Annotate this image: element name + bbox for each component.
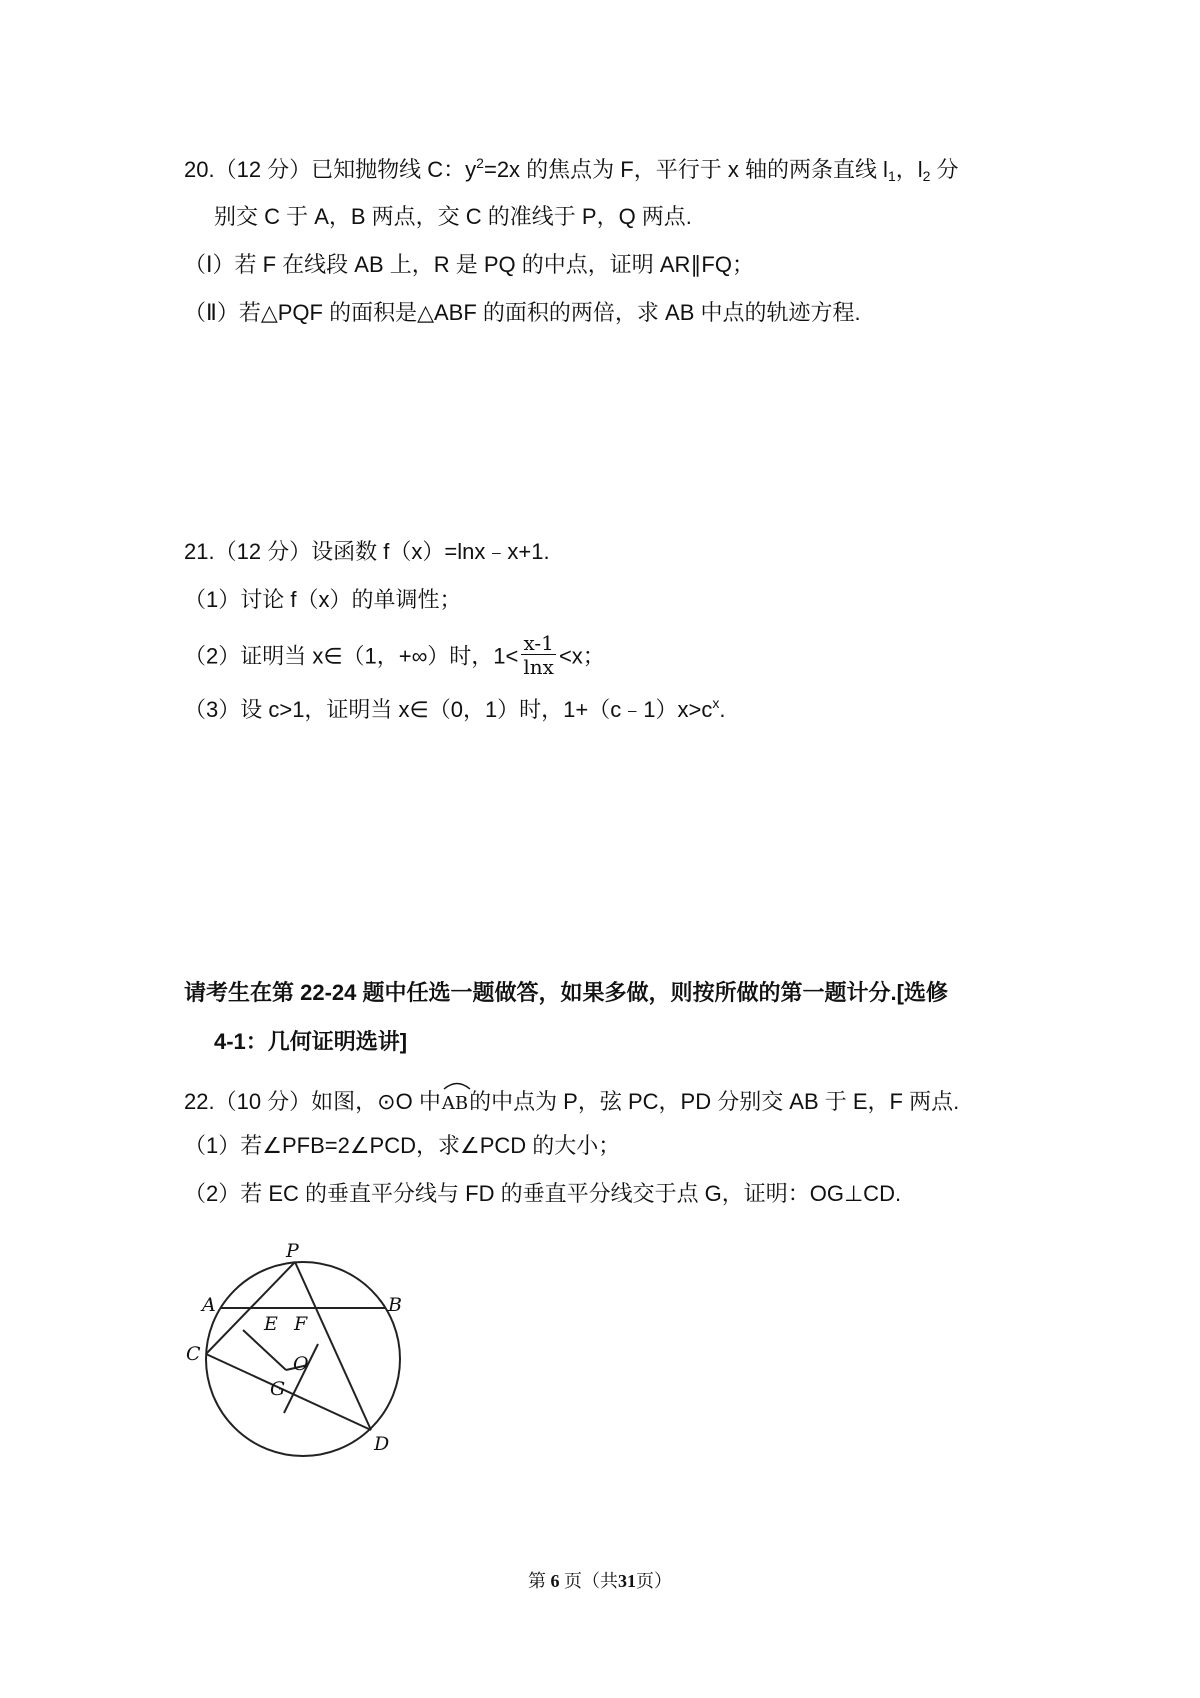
q20-part2: （Ⅱ）若△PQF 的面积是△ABF 的面积的两倍，求 AB 中点的轨迹方程.: [184, 300, 861, 325]
q20-part1: （Ⅰ）若 F 在线段 AB 上，R 是 PQ 的中点，证明 AR∥FQ；: [184, 252, 754, 277]
elective-header-line2: 4-1：几何证明选讲]: [214, 1029, 408, 1054]
geometry-figure: [188, 1240, 418, 1460]
fraction-denominator: lnx: [523, 655, 554, 679]
label-a: A: [202, 1294, 216, 1316]
q21-part3: （3）设 c>1，证明当 x∈（0，1）时，$1+(c﹣1)x>c^x$.: [184, 695, 726, 722]
label-b: B: [388, 1294, 402, 1316]
arc-ab: AB: [442, 1082, 468, 1120]
fraction-numerator: x-1: [521, 632, 556, 655]
label-g: G: [270, 1378, 286, 1400]
q22-part2: （2）若 EC 的垂直平分线与 FD 的垂直平分线交于点 G，证明：OG⊥CD.: [184, 1181, 902, 1206]
q21-part2: （2）证明当 x∈（1，+∞）时，1< $\frac{x-1}{\ln x}$ <x；: [184, 631, 605, 679]
page-footer: 第 6 页（共31页）: [528, 1571, 672, 1591]
q22-part1: （1）若∠PFB=2∠PCD，求∠PCD 的大小；: [184, 1133, 621, 1158]
q20-line1: 20.（12 分）已知抛物线 C：$y^2=2x$ 的焦点为 F，平行于 x 轴的两条直线 $l_1$，$l_2$ 分: [184, 155, 959, 184]
q21-line1: 21.（12 分）设函数 f（x）=lnx﹣x+1.: [184, 539, 550, 564]
page-total: 31: [618, 1571, 636, 1591]
arc-icon: [442, 1080, 472, 1090]
label-d: D: [374, 1433, 390, 1455]
page-number: 6: [550, 1571, 560, 1591]
segment-cd: [206, 1354, 371, 1430]
elective-header-line1: 请考生在第 22-24 题中任选一题做答，如果多做，则按所做的第一题计分.[选修: [184, 980, 948, 1005]
label-c: C: [186, 1343, 201, 1365]
label-e: E: [264, 1313, 278, 1335]
label-p: P: [286, 1240, 299, 1262]
q22-line1: 22.（10 分）如图，⊙O 中 AB的中点为 P，弦 PC，PD 分别交 AB 于 E，F 两点.: [184, 1082, 959, 1120]
perp-bisector-ec: [243, 1330, 286, 1370]
q21-part1: （1）讨论 f（x）的单调性；: [184, 587, 462, 612]
fraction: [521, 632, 556, 679]
chord-pd: [295, 1262, 371, 1430]
q20-line2: 别交 C 于 A，B 两点，交 C 的准线于 P，Q 两点.: [214, 204, 692, 229]
label-o: O: [293, 1353, 309, 1375]
label-f: F: [294, 1313, 308, 1335]
